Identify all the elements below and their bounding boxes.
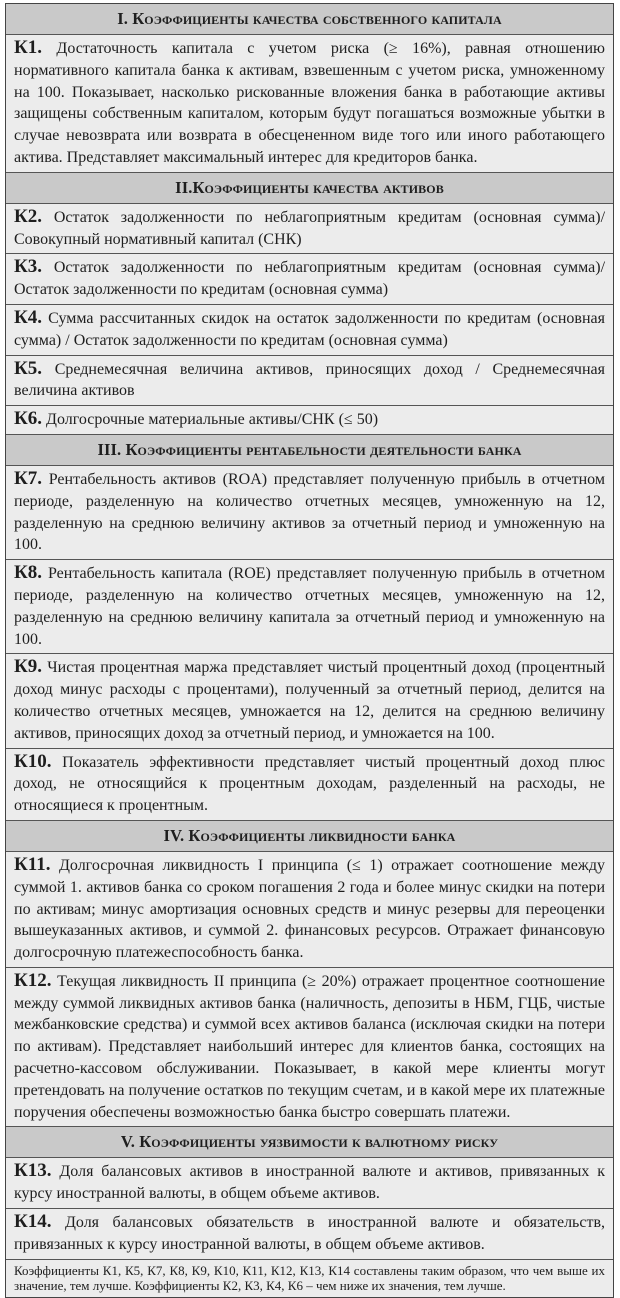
coefficient-code: К9. [14,656,43,678]
coefficient-code: К12. [14,969,52,991]
coefficient-text: Чистая процентная маржа представляет чистый процентный доход (процентный доход минус расходы с процентами), полученный за отчетный период, делится на количество отчетных месяцев, умножается на 12, делится на среднюю величину активов, приносящих доход за отчетный период, и умножается на 100. [14,659,605,742]
coefficient-code: К11. [14,853,51,875]
section-header-capital-quality: I. Коэффициенты качества собственного капитала [6,4,613,35]
coefficient-row-k4 [6,305,613,356]
coefficient-code: К6. [14,408,43,430]
coefficient-text: Доля балансовых активов в иностранной валюте и активов, привязанных к курсу иностранной валюты, в общем объеме активов. [14,1163,605,1203]
section-header-asset-quality: II.Коэффициенты качества активов [6,173,613,204]
coefficient-row-k9 [6,654,613,748]
coefficients-table [5,3,614,1298]
coefficient-code: К8. [14,562,43,584]
section-header-currency-risk: V. Коэффициенты уязвимости к валютному риску [6,1127,613,1158]
coefficient-text: Сумма рассчитанных скидок на остаток задолженности по кредитам (основная сумма) / Остаток задолженности по кредитам (основная сумма) [14,309,606,349]
coefficient-row-k7 [6,466,613,560]
section-header-liquidity: IV. Коэффициенты ликвидности банка [6,821,613,852]
coefficient-code: К7. [14,467,43,489]
coefficient-text: Рентабельность капитала (ROE) представляет полученную прибыль в отчетном периоде, разделенную на количество отчетных месяцев, умноженную на 12, разделенную на среднюю величину капитала за отчетный период и умноженную на 100. [14,565,605,648]
footnote: Коэффициенты К1, К5, К7, К8, К9, К10, К11, К12, К13, К14 составлены таким образом, что чем выше их значение, тем лучше. Коэффициенты К2, К3, К4, К6 – чем ниже их значения, тем лучше. [14,1262,605,1293]
coefficient-row-k3 [6,254,613,305]
coefficient-code: К10. [14,750,52,772]
coefficient-row-k1 [6,35,613,173]
coefficient-code: К13. [14,1160,52,1182]
coefficient-row-k6 [6,406,613,435]
coefficient-code: К14. [14,1211,52,1233]
coefficient-text: Остаток задолженности по неблагоприятным кредитам (основная сумма)/Остаток задолженности по кредитам (основная сумма) [14,259,606,299]
coefficient-row-k11 [6,852,613,968]
coefficient-row-k5 [6,356,613,407]
coefficient-row-k13 [6,1158,613,1209]
coefficient-row-k2 [6,204,613,255]
coefficient-text: Доля балансовых обязательств в иностранной валюте и обязательств, привязанных к курсу иностранной валюты, в общем объеме активов. [14,1214,606,1253]
coefficient-code: К4. [14,306,43,328]
coefficient-text: Среднемесячная величина активов, приносящих доход / Среднемесячная величина активов [14,360,606,400]
coefficient-text: Показатель эффективности представляет чистый процентный доход плюс доход, не относящийся к процентным доходам, разделенный на расходы, не относящиеся к процентным. [14,753,605,815]
coefficient-text: Достаточность капитала с учетом риска (≥ 16%), равная отношению нормативного капитала банка к активам, взвешенным с учетом риска, умноженному на 100. Показывает, насколько рискованные вложения банка в работающие активы защищены собственным капиталом, которым будут погашаться возможные убытки в случае невозврата или возврата в обесцененном виде того или иного работающего актива. Представляет максимальный интерес для кредиторов банка. [14,40,606,166]
coefficient-row-k8 [6,560,613,654]
section-header-profitability: III. Коэффициенты рентабельности деятельности банка [6,435,613,466]
coefficient-row-k12 [6,968,613,1128]
coefficient-code: К5. [14,357,43,379]
coefficient-text: Текущая ликвидность II принципа (≥ 20%) отражает процентное соотношение между суммой ликвидных активов банка (наличность, депозиты в НБМ, ГЦБ, чистые межбанковские средства) и суммой всех активов баланса (исключая скидки на потери по активам). Представляет наибольший интерес для клиентов банка, состоящих на расчетно-кассовом обслуживании. Показывает, в какой мере клиенты могут претендовать на получение остатков по текущим счетам, и в какой мере их платежные поручения обеспечены возможностью банка быстро совершать платежи. [14,972,606,1121]
coefficient-text: Долгосрочная ликвидность I принципа (≤ 1) отражает соотношение между суммой 1. активов банка со сроком погашения 2 года и более минус скидки на потери по активам; минус амортизация основных средств и минус резервы для переоценки вышеуказанных активов, и суммой 2. финансовых ресурсов. Отражает финансовую долгосрочную платежеспособность банка. [14,856,605,962]
coefficient-code: К1. [14,37,43,58]
coefficient-text: Остаток задолженности по неблагоприятным кредитам (основная сумма)/Совокупный нормативный капитал (СНК) [14,208,606,248]
coefficient-text: Рентабельность активов (ROA) представляет полученную прибыль в отчетном периоде, разделенную на количество отчетных месяцев, умноженную на 12, разделенную на среднюю величину активов за отчетный период и умноженную на 100. [14,470,606,554]
coefficient-row-k10 [6,749,613,821]
coefficient-code: К2. [14,205,43,227]
coefficient-row-k14 [6,1209,613,1260]
coefficient-code: К3. [14,256,43,278]
coefficient-text: Долгосрочные материальные активы/СНК (≤ 50) [46,411,379,429]
